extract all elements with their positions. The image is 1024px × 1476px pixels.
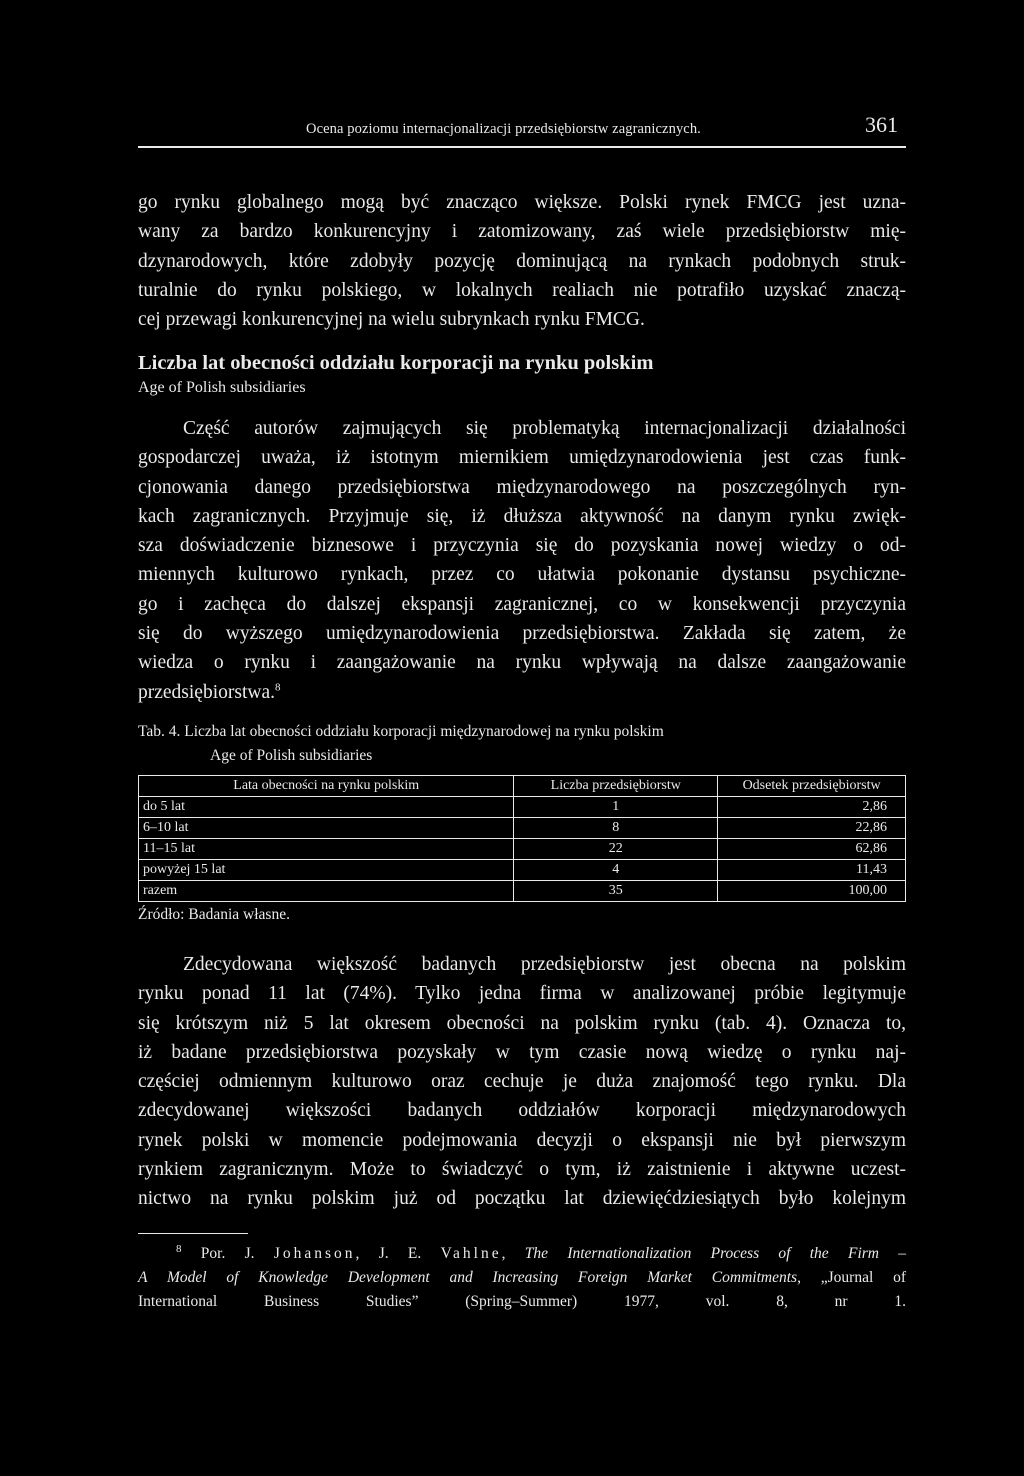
footnote-author: Johanson (273, 1245, 356, 1262)
paragraph-line (138, 678, 906, 707)
footnote-line: International Business Studies” (Spring–Summer) 1977, vol. 8, nr 1. (138, 1293, 906, 1310)
paragraph-line: cej przewagi konkurencyjnej na wielu subrynkach rynku FMCG. (138, 309, 645, 331)
footnote-rule (138, 1233, 248, 1234)
table-cell: 62,86 (718, 839, 906, 860)
intro-paragraph (138, 188, 906, 334)
table-label: Tab. 4. (138, 723, 181, 740)
paragraph-line: Zdecydowana większość badanych przedsiębiorstw jest obecna na polskim (183, 954, 906, 975)
paragraph-line: turalnie do rynku polskiego, w lokalnych realiach nie potrafiło uzyskać znaczą- (138, 279, 906, 301)
table-row (139, 818, 906, 839)
table-title: Liczba lat obecności oddziału korporacji międzynarodowej na rynku polskim (184, 723, 664, 740)
footnote-text: Por. J. (200, 1245, 255, 1262)
paragraph-line: zdecydowanej większości badanych oddziałów korporacji międzynarodowych (138, 1100, 906, 1122)
table-cell: 8 (514, 818, 718, 839)
table-cell: 35 (514, 881, 718, 902)
table-cell: 6–10 lat (139, 818, 514, 839)
paragraph-last-text: przedsiębiorstwa. (138, 681, 275, 703)
section-heading: Liczba lat obecności oddziału korporacji na rynku polskim (138, 352, 654, 374)
footnote-author: Vahlne (440, 1245, 502, 1262)
table-subtitle: Age of Polish subsidiaries (210, 747, 373, 764)
paragraph-line: wany za bardzo konkurencyjny i zatomizowany, zaś wiele przedsiębiorstw mię- (138, 221, 906, 243)
column-header: Odsetek przedsiębiorstw (718, 776, 906, 797)
paragraph-line: cjonowania danego przedsiębiorstwa międzynarodowego na poszczególnych ryn- (138, 476, 906, 498)
paragraph-line: miennych kulturowo rynkach, przez co ułatwia pokonanie dystansu psychiczne- (138, 564, 906, 586)
paragraph-line: go rynku globalnego mogą być znacząco większe. Polski rynek FMCG jest uzna- (138, 192, 906, 213)
table-header-row (139, 776, 906, 797)
footnote-text: , „Journal of (797, 1269, 906, 1286)
table-cell: 4 (514, 860, 718, 881)
table-row (139, 797, 906, 818)
paragraph-line: rynek polski w momencie podejmowania decyzji o ekspansji nie był pierwszym (138, 1129, 906, 1151)
table-cell: 22 (514, 839, 718, 860)
paragraph-line: się do wyższego umiędzynarodowienia przedsiębiorstwa. Zakłada się zatem, że (138, 623, 906, 645)
header-rule (138, 146, 906, 148)
table-caption (138, 720, 664, 768)
paragraph-line: kach zagranicznych. Przyjmuje się, iż dłuższa aktywność na danym rynku zwięk- (138, 505, 906, 527)
column-header: Lata obecności na rynku polskim (139, 776, 514, 797)
section-subheading: Age of Polish subsidiaries (138, 379, 306, 396)
table-cell: 11–15 lat (139, 839, 514, 860)
footnote-title: A Model of Knowledge Development and Increasing Foreign Market Commitments (138, 1269, 798, 1286)
paragraph-line: wiedza o rynku i zaangażowanie na rynku wpływają na dalsze zaangażowanie (138, 652, 906, 674)
table-row (139, 860, 906, 881)
paragraph-line: się krótszym niż 5 lat okresem obecności na polskim rynku (tab. 4). Oznacza to, (138, 1012, 906, 1034)
running-header: Ocena poziomu internacjonalizacji przedsiębiorstw zagranicznych. (306, 121, 701, 137)
paragraph-line: rynku ponad 11 lat (74%). Tylko jedna firma w analizowanej próbie legitymuje (138, 983, 906, 1005)
table-source: Źródło: Badania własne. (138, 906, 290, 923)
column-header: Liczba przedsiębiorstw (514, 776, 718, 797)
body-paragraph-2 (138, 414, 906, 707)
table-row (139, 839, 906, 860)
paragraph-line: Część autorów zajmujących się problematyką internacjonalizacji działalności (183, 418, 906, 439)
data-table (138, 775, 906, 902)
table-cell: 22,86 (718, 818, 906, 839)
table-cell: 2,86 (718, 797, 906, 818)
table-cell: 1 (514, 797, 718, 818)
table-cell: razem (139, 881, 514, 902)
table-cell: 11,43 (718, 860, 906, 881)
footnote-title: The Internationalization Process of the Firm – (524, 1245, 907, 1262)
table-cell: do 5 lat (139, 797, 514, 818)
table-cell: powyżej 15 lat (139, 860, 514, 881)
footnote-text: , J. E. (355, 1245, 422, 1262)
footnote-line (138, 1266, 906, 1290)
footnote-line: $^8$ Por. J. Johanson, J. E. Vahlne, The Internationalization Process of the Firm – (176, 1242, 907, 1262)
page-number: 361 (865, 112, 898, 137)
table-row (139, 881, 906, 902)
body-paragraph-3 (138, 950, 906, 1214)
footnote-number: 8 (176, 1242, 182, 1255)
footnote (138, 1242, 906, 1314)
paragraph-line: gospodarczej uważa, iż istotnym miernikiem umiędzynarodowienia jest czas funk- (138, 447, 906, 469)
paragraph-line: sza doświadczenie biznesowe i przyczynia się do pozyskania nowej wiedzy o od- (138, 535, 906, 557)
paragraph-line: rynkiem zagranicznym. Może to świadczyć o tym, iż zaistnienie i aktywne uczest- (138, 1159, 906, 1181)
paragraph-line: go i zachęca do dalszej ekspansji zagranicznej, co w konsekwencji przyczynia (138, 593, 906, 615)
paragraph-line: dzynarodowych, które zdobyły pozycję dominującą na rynkach podobnych struk- (138, 250, 906, 272)
table-cell: 100,00 (718, 881, 906, 902)
paragraph-line: nictwo na rynku polskim już od początku lat dziewięćdziesiątych było kolejnym (138, 1188, 906, 1210)
paragraph-line: częściej odmiennym kulturowo oraz cechuje je duża znajomość tego rynku. Dla (138, 1071, 906, 1093)
paragraph-line: iż badane przedsiębiorstwa pozyskały w tym czasie nową wiedzę o rynku naj- (138, 1041, 906, 1063)
footnote-reference[interactable]: 8 (275, 681, 281, 694)
